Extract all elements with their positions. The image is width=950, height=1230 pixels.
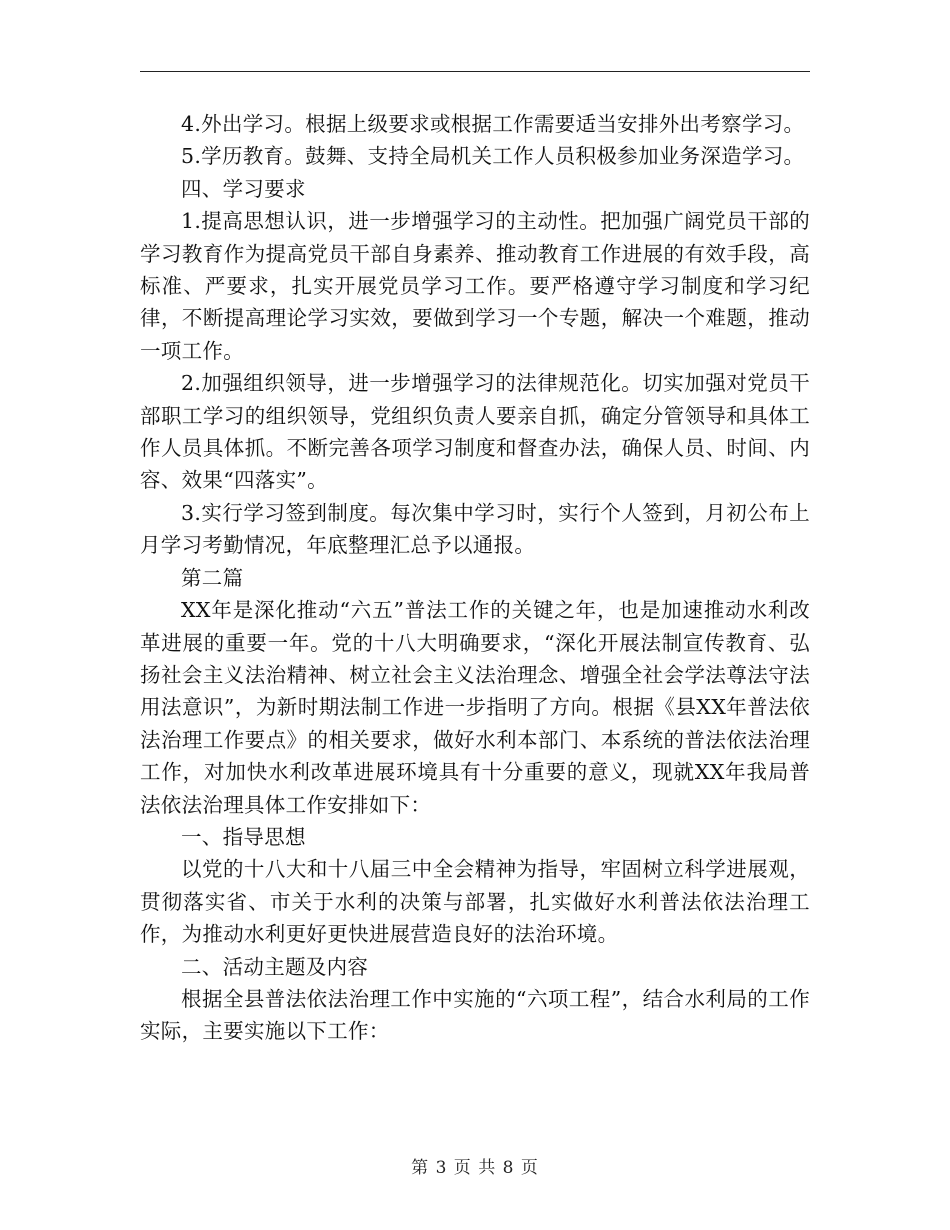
header-rule [140, 71, 810, 72]
paragraph-requirement-3: 3.实行学习签到制度。每次集中学习时，实行个人签到，月初公布上月学习考勤情况，年底整理汇总予以通报。 [140, 500, 810, 558]
section-heading-study-requirements: 四、学习要求 [181, 176, 306, 201]
paragraph-requirement-1: 1.提高思想认识，进一步增强学习的主动性。把加强广阔党员干部的学习教育作为提高党员干部自身素养、推动教育工作进展的有效手段，高标准、严要求，扎实开展党员学习工作。要严格遵守学习制度和学习纪律，不断提高理论学习实效，要做到学习一个专题，解决一个难题，推动一项工作。 [140, 209, 810, 363]
paragraph-guiding-thought: 以党的十八大和十八届三中全会精神为指导，牢固树立科学进展观，贯彻落实省、市关于水利的决策与部署，扎实做好水利普法依法治理工作，为推动水利更好更快进展营造良好的法治环境。 [140, 857, 810, 947]
paragraph-activity-theme: 根据全县普法依法治理工作中实施的“六项工程”，结合水利局的工作实际，主要实施以下工作： [140, 986, 810, 1044]
page-number: 第 3 页 共 8 页 [411, 1158, 539, 1178]
section-heading-activity-theme: 二、活动主题及内容 [181, 954, 369, 979]
paragraph-item-4: 4.外出学习。根据上级要求或根据工作需要适当安排外出考察学习。 [181, 112, 805, 136]
section-heading-guiding-thought: 一、指导思想 [181, 824, 306, 849]
paragraph-requirement-2: 2.加强组织领导，进一步增强学习的法律规范化。切实加强对党员干部职工学习的组织领导，党组织负责人要亲自抓，确定分管领导和具体工作人员具体抓。不断完善各项学习制度和督查办法，确保人员、时间、内容、效果“四落实”。 [140, 371, 810, 493]
document-body [140, 108, 810, 1048]
part-heading-second: 第二篇 [181, 565, 244, 590]
paragraph-intro: XX年是深化推动“六五”普法工作的关键之年，也是加速推动水利改革进展的重要一年。党的十八大明确要求，“深化开展法制宣传教育、弘扬社会主义法治精神、树立社会主义法治理念、增强全社会学法尊法守法用法意识”，为新时期法制工作进一步指明了方向。根据《县XX年普法依法治理工作要点》的相关要求，做好水利本部门、本系统的普法依法治理工作，对加快水利改革进展环境具有十分重要的意义，现就XX年我局普法依法治理具体工作安排如下： [140, 598, 810, 817]
paragraph-item-5: 5.学历教育。鼓舞、支持全局机关工作人员积极参加业务深造学习。 [181, 144, 805, 169]
